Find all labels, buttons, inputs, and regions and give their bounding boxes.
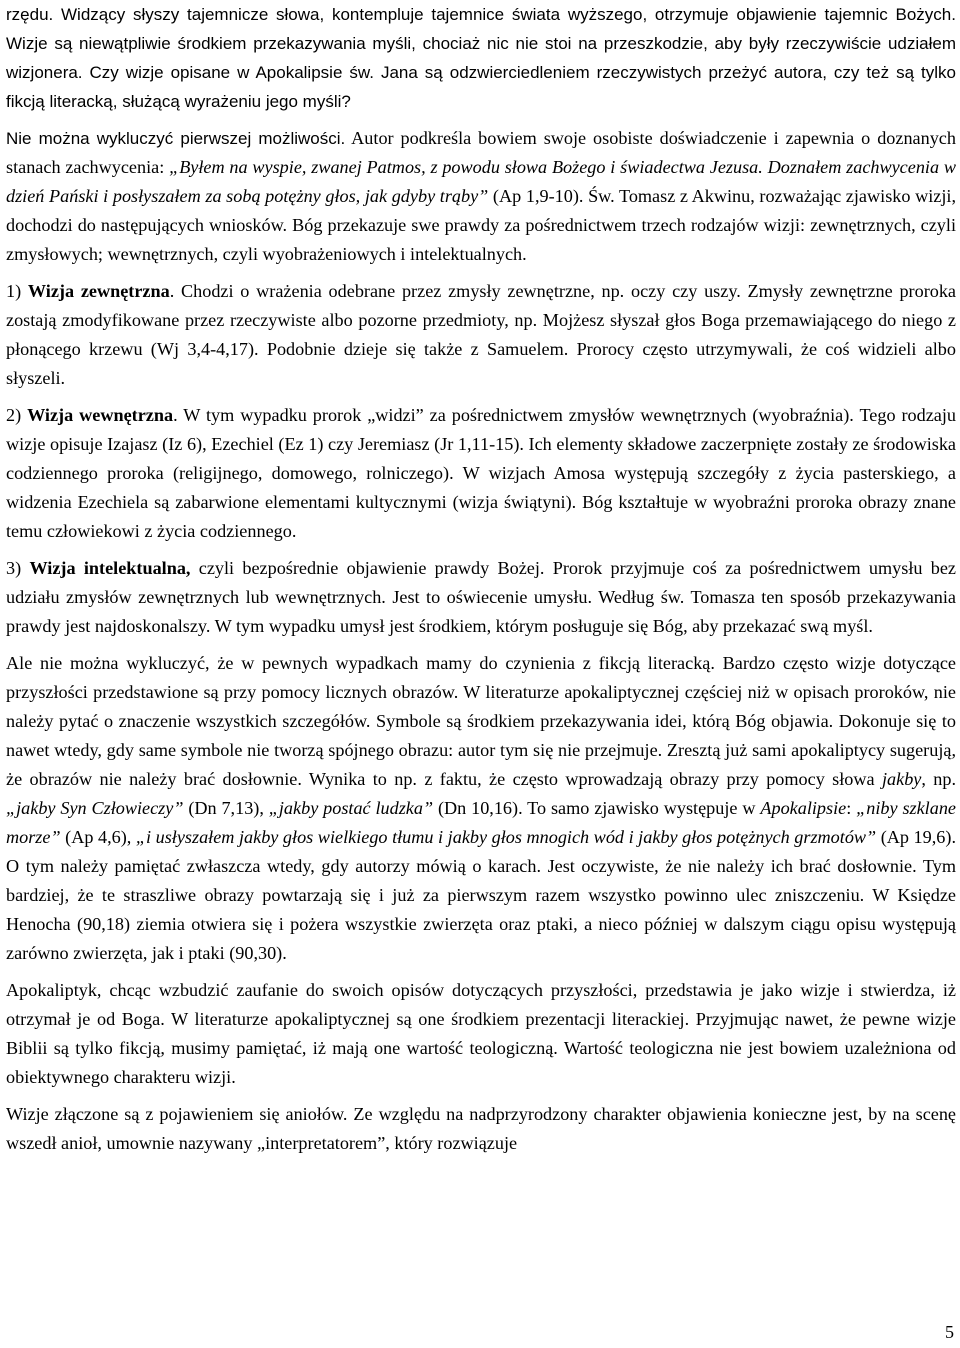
page-number: 5	[945, 1322, 954, 1342]
text-run: (Ap 1,9-10). Św. Tomasz z Akwinu, rozważając zjawisko wizji, dochodzi do następujących wniosków. Bóg przekazuje swe prawdy za pośrednictwem trzech rodzajów wizji: zewnętrznych, czyli zmysłowych; wewnętrznych, czyli wyobrażeniowych i intelektualnych.	[6, 186, 957, 264]
text-run: „jakby postać ludzka”	[268, 798, 434, 818]
text-run: „i usłyszałem jakby głos wielkiego tłumu i jakby głos mnogich wód i jakby głos potężnych grzmotów”	[135, 827, 877, 847]
text-run: 2)	[6, 405, 28, 425]
text-run: , np.	[921, 769, 957, 789]
text-run: jakby	[881, 769, 922, 789]
text-run: 1)	[6, 281, 28, 301]
paragraph	[6, 554, 956, 641]
paragraph	[6, 124, 956, 269]
paragraph	[6, 277, 956, 393]
heading-term: Wizja intelektualna,	[29, 558, 191, 578]
text-run: :	[846, 798, 857, 818]
text-run: Apokaliptyk, chcąc wzbudzić zaufanie do swoich opisów dotyczących przyszłości, przedstawia je jako wizje i stwierdza, iż otrzymał je od Boga. W literaturze apokaliptycznej są one środkiem prezentacji literackiej. Przyjmując nawet, że pewne wizje Biblii są tylko fikcją, musimy pamiętać, iż mają one wartość teologiczną. Wartość teologiczna nie jest bowiem uzależniona od obiektywnego charakteru wizji.	[6, 980, 956, 1087]
text-run: (Dn 7,13),	[183, 798, 269, 818]
text-run: Autor podkreśla bowiem swoje osobiste doświadczenie i zapewnia o doznanych stanach zachwycenia:	[6, 128, 956, 177]
text-run: Nie można wykluczyć pierwszej możliwości.	[6, 129, 346, 148]
text-run: „niby szklane morze”	[6, 798, 956, 847]
paragraph	[6, 401, 956, 546]
text-run: Ale nie można wykluczyć, że w pewnych wypadkach mamy do czynienia z fikcją literacką. Bardzo często wizje dotyczące przyszłości przedstawione są przy pomocy licznych obrazów. W literaturze apokaliptycznej częściej niż w opisach proroków, nie należy pytać o znaczenie wszystkich szczegółów. Symbole są środkiem przekazywania idei, którą Bóg objawia. Dokonuje się to nawet wtedy, gdy same symbole nie tworzą spójnego obrazu: autor tym się nie przejmuje. Zresztą już sami apokaliptycy sugerują, że obrazów nie należy brać dosłownie. Wynika to np. z faktu, że często wprowadzają obrazy przy pomocy słowa	[6, 653, 956, 789]
text-run: (Dn 10,16). To samo zjawisko występuje w	[433, 798, 761, 818]
paragraph	[6, 976, 956, 1092]
text-run: „Byłem na wyspie, zwanej Patmos, z powodu słowa Bożego i świadectwa Jezusa. Doznałem zachwycenia w dzień Pański i posłyszałem za sobą potężny głos, jak gdyby trąby”	[6, 157, 956, 206]
text-run: Apokalipsie	[760, 798, 847, 818]
text-run: (Ap 19,6). O tym należy pamiętać zwłaszcza wtedy, gdy autorzy mówią o karach. Jest oczywiste, że nie należy ich brać dosłownie. Tym bardziej, że te straszliwe obrazy powtarzają się i już za pierwszym razem wszystko powinno ulec zniszczeniu. W Księdze Henocha (90,18) ziemia otwiera się i pożera wszystkie zwierzęta oraz ptaki, a nieco później w dalszym ciągu opisu występują zarówno zwierzęta, jak i ptaki (90,30).	[6, 827, 956, 963]
text-run: (Ap 4,6),	[60, 827, 136, 847]
paragraph	[6, 0, 956, 116]
text-run: rzędu. Widzący słyszy tajemnicze słowa, kontempluje tajemnice świata wyższego, otrzymuje objawienie tajemnic Bożych. Wizje są niewątpliwie środkiem przekazywania myśli, chociaż nic nie stoi na przeszkodzie, aby były rzeczywiście udziałem wizjonera. Czy wizje opisane w Apokalipsie św. Jana są odzwierciedleniem rzeczywistych przeżyć autora, czy też są tylko fikcją literacką, służącą wyrażeniu jego myśli?	[6, 5, 956, 111]
text-run: . Chodzi o wrażenia odebrane przez zmysły zewnętrzne, np. oczy czy uszy. Zmysły zewnętrzne proroka zostają zmodyfikowane przez rzeczywiste albo pozorne przedmioty, np. Mojżesz słyszał głos Boga przemawiającego do niego z płonącego krzewu (Wj 3,4-4,17). Podobnie dzieje się także z Samuelem. Prorocy często utrzymywali, że coś widzieli albo słyszeli.	[6, 281, 957, 388]
paragraph	[6, 649, 956, 968]
paragraph	[6, 1100, 956, 1158]
document-page	[6, 0, 956, 1166]
text-run: 3)	[6, 558, 30, 578]
heading-term: Wizja wewnętrzna	[27, 405, 174, 425]
text-run: czyli bezpośrednie objawienie prawdy Bożej. Prorok przyjmuje coś za pośrednictwem umysłu bez udziału zmysłów zewnętrznych lub wewnętrznych. Jest to oświecenie umysłu. Według św. Tomasza ten sposób przekazywania prawdy jest najdoskonalszy. W tym wypadku umysł jest środkiem, którym posługuje się Bóg, aby przekazać swą myśl.	[6, 558, 956, 636]
text-run: „jakby Syn Człowieczy”	[6, 798, 184, 818]
heading-term: Wizja zewnętrzna	[27, 281, 170, 301]
text-run: Wizje złączone są z pojawieniem się aniołów. Ze względu na nadprzyrodzony charakter objawienia konieczne jest, by na scenę wszedł anioł, umownie nazywany „interpretatorem”, który rozwiązuje	[6, 1104, 956, 1153]
text-run: . W tym wypadku prorok „widzi” za pośrednictwem zmysłów wewnętrznych (wyobraźnia). Tego rodzaju wizje opisuje Izajasz (Iz 6), Ezechiel (Ez 1) czy Jeremiasz (Jr 1,11-15). Ich elementy składowe zaczerpnięte zostały ze środowiska codziennego proroka (religijnego, domowego, rolniczego). W wizjach Amosa występują szczegóły z życia pasterskiego, a widzenia Ezechiela są zabarwione elementami kultycznymi (wizja świątyni). Bóg kształtuje w wyobraźni proroka obrazy znane temu człowiekowi z życia codziennego.	[6, 405, 956, 541]
